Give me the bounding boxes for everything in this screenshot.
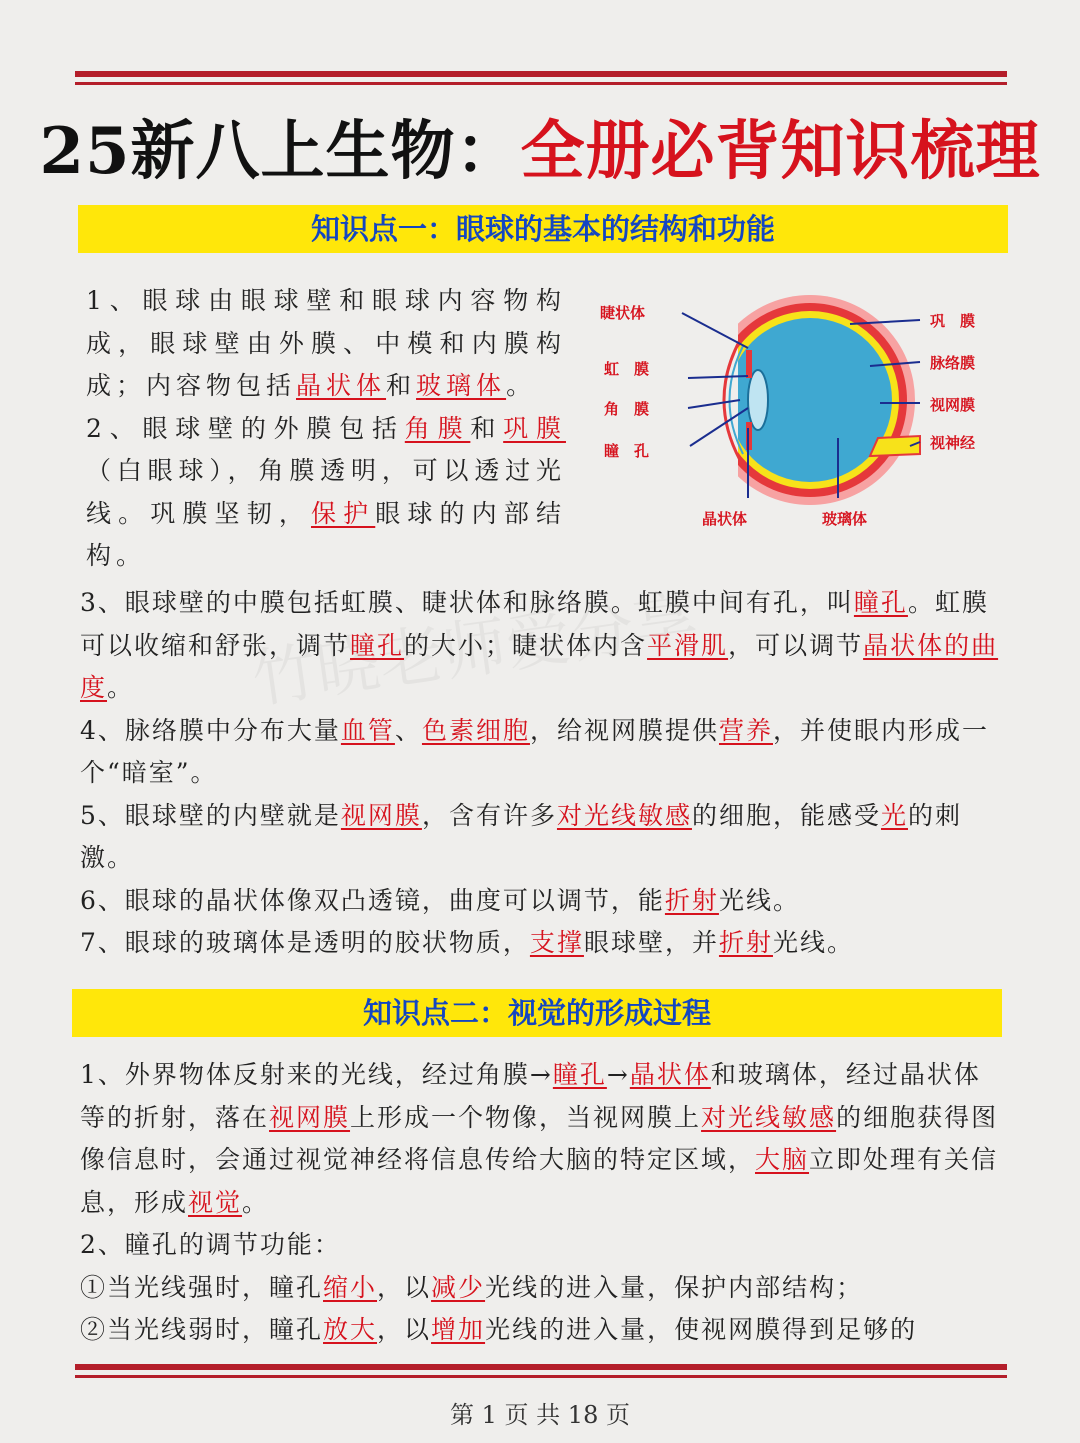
label-lens: 晶状体 — [702, 510, 748, 528]
section1-items-top — [86, 280, 566, 578]
page-number: 第 1 页 共 18 页 — [450, 1401, 630, 1429]
section1-items-rest — [80, 582, 1005, 965]
section2-heading-text: 知识点二：视觉的形成过程 — [362, 996, 711, 1030]
title-part2: 全册必背知识梳理 — [520, 114, 1041, 189]
s1-item3: 3、眼球壁的中膜包括虹膜、睫状体和脉络膜。虹膜中间有孔，叫瞳孔。虹膜可以收缩和舒张，调节瞳孔的大小；睫状体内含平滑肌，可以调节晶状体的曲度。 — [80, 588, 999, 702]
label-iris: 虹 膜 — [604, 360, 650, 378]
s1-item2: 2、眼球壁的外膜包括角膜和巩膜（白眼球），角膜透明，可以透过光线。巩膜坚韧，保护眼球的内部结构。 — [86, 413, 566, 570]
s1-item4: 4、脉络膜中分布大量血管、色素细胞，给视网膜提供营养，并使眼内形成一个“暗室”。 — [80, 715, 990, 787]
top-rule-thick — [75, 71, 1007, 77]
label-cornea: 角 膜 — [604, 400, 650, 418]
title-part1: 25新八上生物： — [39, 114, 521, 189]
s2-item2: 2、瞳孔的调节功能： — [80, 1230, 341, 1259]
s2-item4: ②当光线弱时，瞳孔放大，以增加光线的进入量，使视网膜得到足够的 — [80, 1315, 918, 1344]
label-sclera: 巩 膜 — [930, 312, 976, 330]
s1-item1: 1、眼球由眼球壁和眼球内容物构成，眼球壁由外膜、中模和内膜构成；内容物包括晶状体和玻璃体。 — [86, 286, 566, 400]
label-ciliary: 睫状体 — [600, 304, 646, 322]
bottom-rule-thin — [75, 1375, 1007, 1378]
eye-diagram — [590, 288, 1010, 538]
top-rule-thin — [75, 82, 1007, 85]
label-retina: 视网膜 — [930, 396, 976, 414]
label-pupil: 瞳 孔 — [604, 442, 650, 460]
bottom-rule-thick — [75, 1364, 1007, 1370]
page-title — [0, 104, 1080, 200]
label-vitreous: 玻璃体 — [822, 510, 868, 528]
label-choroid: 脉络膜 — [930, 354, 976, 372]
s1-item5: 5、眼球壁的内壁就是视网膜，含有许多对光线敏感的细胞，能感受光的刺激。 — [80, 800, 963, 872]
iris — [746, 350, 752, 378]
lens — [748, 370, 768, 430]
s2-item3: ①当光线强时，瞳孔缩小，以减少光线的进入量，保护内部结构； — [80, 1272, 864, 1302]
s1-item7: 7、眼球的玻璃体是透明的胶状物质，支撑眼球壁，并折射光线。 — [80, 928, 854, 957]
s1-item6: 6、眼球的晶状体像双凸透镜，曲度可以调节，能折射光线。 — [80, 885, 800, 915]
section2-heading — [72, 989, 1002, 1037]
section1-heading-text: 知识点一：眼球的基本的结构和功能 — [310, 212, 775, 246]
section1-heading — [78, 205, 1008, 253]
s2-item1: 1、外界物体反射来的光线，经过角膜→瞳孔→晶状体和玻璃体，经过晶状体等的折射，落在视网膜上形成一个物像，当视网膜上对光线敏感的细胞获得图像信息时，会通过视觉神经将信息传给大脑的特定区域，大脑立即处理有关信息，形成视觉。 — [80, 1060, 999, 1217]
section2-items — [80, 1054, 1005, 1352]
label-optic-nerve: 视神经 — [930, 434, 976, 452]
